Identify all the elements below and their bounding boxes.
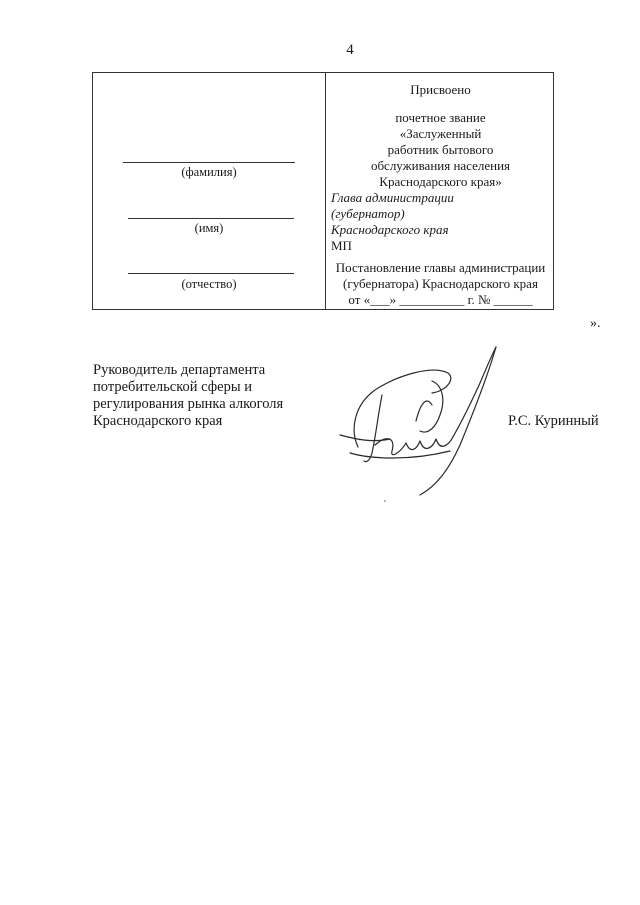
decree-line: Постановление главы администрации (335, 260, 546, 275)
signatory-line: Глава администрации (331, 190, 454, 205)
personal-data-column (93, 73, 325, 309)
signatory-line: Краснодарского края (331, 222, 449, 237)
position-line: потребительской сферы и (93, 379, 252, 395)
signatory-line: (губернатор) (331, 206, 405, 221)
assigned-header: Присвоено (410, 82, 471, 97)
page-number: 4 (346, 42, 354, 58)
closing-quote: ». (590, 316, 601, 331)
decree-line: от «___» __________ г. № ______ (348, 292, 533, 307)
title-line: обслуживания населения (370, 158, 511, 173)
first-name-caption: (имя) (194, 221, 224, 235)
position-line: Краснодарского края (93, 413, 223, 429)
diploma-form (92, 72, 554, 310)
title-line: работник бытового (387, 142, 494, 157)
honorary-title-block (326, 110, 555, 190)
position-line: Руководитель департамента (93, 362, 266, 378)
handwritten-signature (320, 335, 510, 505)
title-line: «Заслуженный (399, 126, 482, 141)
title-line: Краснодарского края» (379, 174, 502, 189)
patronymic-caption: (отчество) (181, 277, 237, 291)
award-column (326, 73, 555, 309)
decree-block (326, 260, 555, 308)
decree-line: (губернатора) Краснодарского края (343, 276, 538, 291)
first-name-blank-line (128, 218, 294, 219)
seal-mark: МП (331, 238, 352, 253)
patronymic-blank-line (128, 273, 294, 274)
position-line: регулирования рынка алкоголя (93, 396, 284, 412)
surname-caption: (фамилия) (181, 165, 237, 179)
surname-blank-line (123, 162, 295, 163)
official-position (93, 362, 283, 430)
signatory-block (331, 190, 454, 254)
official-name: Р.С. Куринный (508, 413, 599, 429)
title-line: почетное звание (395, 110, 486, 125)
